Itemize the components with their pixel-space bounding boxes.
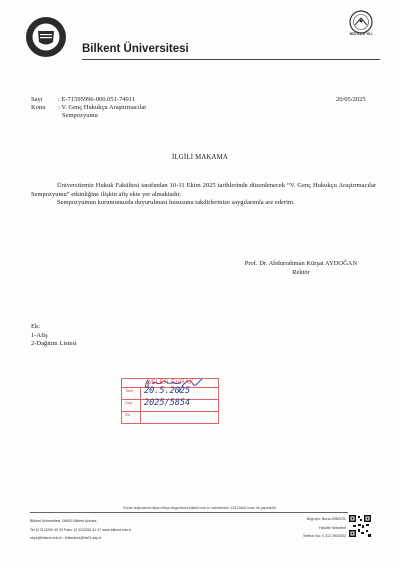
sayi-label: Sayı: [31, 96, 43, 103]
footer-phone: Tel (0 312)290 40 00 Faks: (0 312)266 41 27 www.bilkent.edu.tr: [30, 527, 132, 532]
header-divider: [82, 59, 380, 60]
attachment-item-1: 1-Afiş: [31, 331, 48, 339]
incoming-document-stamp: [121, 378, 219, 424]
aile-yili-label: BİZİ AİLE YILI: [349, 32, 373, 36]
signatory-name: Prof. Dr. Abdurrahman Kürşat AYDOĞAN: [244, 260, 358, 267]
attachments-list: [31, 323, 77, 349]
footer-contact-block: [262, 515, 346, 541]
footer-address-block: [30, 517, 131, 543]
letter-paragraph-2: Sempozyumun kurumunuzda duyurulması hususunu takdirlerinize saygılarımla arz ederim.: [57, 199, 295, 207]
attachment-item-2: 2-Dağıtım Listesi: [31, 340, 77, 348]
konu-value-line1: : V. Genç Hukukçu Araştırmacılar: [58, 104, 147, 111]
stamp-number-label: Sayı: [125, 401, 133, 405]
stamp-title: GELEN EVRAK: [146, 380, 194, 386]
verification-note: Evrak doğrulama https://ebys-dogrulama.bilkent.edu.tr/ adresinden 125128d2 kodu ile yapılabilir.: [123, 506, 277, 510]
footer-divider: [30, 512, 348, 513]
stamp-date-value: 20.5.2025: [144, 386, 191, 396]
stamp-row-attachment: [122, 411, 218, 423]
letter-paragraph-1: Üniversitemiz Hukuk Fakültesi tarafından 10-11 Ekim 2025 tarihlerinde düzenlenecek “V. Genç Hukukçu Araştırmacılar Sempozyumu” etkinliğine ilişkin afiş ekte yer almaktadır.: [31, 182, 376, 198]
stamp-number-value: 2025/5854: [144, 398, 191, 408]
letter-heading: İLGİLİ MAKAMA: [171, 154, 229, 161]
letter-date: 20/05/2025: [336, 96, 366, 103]
footer-contact-role: Fakülte Sekreteri: [318, 525, 346, 530]
footer-contact-phone: Telefon No: 0 312 2903302: [302, 534, 346, 539]
stamp-row-number: [122, 399, 218, 411]
university-name: Bilkent Üniversitesi: [82, 43, 189, 55]
stamp-attachment-label: Eki: [125, 413, 131, 417]
signature-block: [228, 260, 374, 277]
footer-address: Bilkent Üniversitesi, 06800 Bilkent Ankara: [30, 519, 97, 523]
aile-yili-logo: [344, 9, 378, 41]
stamp-date-label: Tarih: [125, 389, 134, 393]
konu-value-line2: Sempozyumu: [62, 112, 98, 119]
university-seal-logo: [25, 16, 67, 58]
footer-contact-name: Bilgi için: Burcu BİNGÖL: [306, 517, 346, 521]
footer-email: ebys@bilkent.edu.tr - bilkentuni@hs01.kep.tr: [30, 536, 102, 541]
konu-label: Konu: [31, 104, 46, 111]
sayi-value: : E-71595996-000.051-74911: [58, 96, 136, 103]
attachments-label: Ek:: [31, 323, 41, 330]
qr-code-icon: [348, 514, 372, 538]
letter-body: [31, 182, 376, 208]
signatory-title: Rektör: [292, 268, 310, 276]
